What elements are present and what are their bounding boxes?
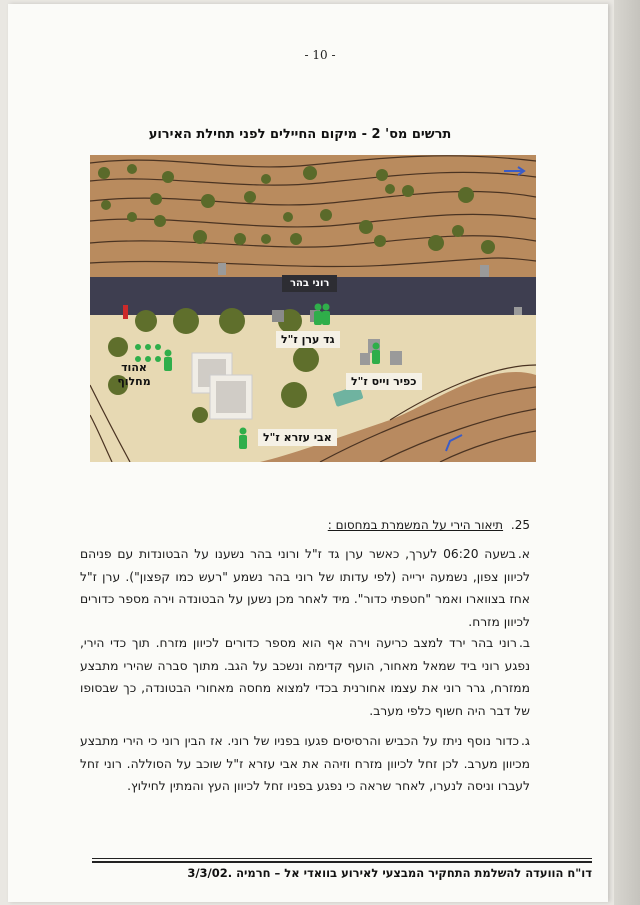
paragraph-marker: ג. bbox=[521, 734, 530, 748]
paragraph-marker: א. bbox=[517, 547, 530, 561]
page-number: - 10 - bbox=[304, 48, 336, 62]
footer-rule bbox=[92, 858, 592, 859]
section-heading bbox=[80, 518, 530, 532]
label-ehud-mahlouf bbox=[112, 359, 156, 391]
label-ehud: אהוד bbox=[121, 361, 147, 374]
label-roni: רוני בהר bbox=[282, 275, 337, 292]
paragraph-text: כדור נוסף ניתז על הכביש והרסיסים פגעו בפניו של רוני. אז הבין רוני כי הירי מתבצע מכיוון מערב. לכן זחל לכיוון מזרח וזיהה את אבי עזרא ז"ל שוכב על הסוללה. רוני זחל לעברו וניסה לנערו, לאחר שראה כי נפגע בפניו זחל לכיוון העץ והמתין לחילוץ. bbox=[80, 734, 530, 793]
paragraph-a bbox=[80, 543, 530, 633]
figure-title: תרשים מס' 2 - מיקום החיילים לפני תחילת האירוע bbox=[148, 127, 452, 142]
page-footer: דו"ח הוועדה להשלמת התחקיר המבצעי לאירוע בוואדי אל – חרמיה .3/3/02 bbox=[187, 866, 592, 880]
label-avi: אבי עזרא ז"ל bbox=[258, 429, 337, 446]
paragraph-b bbox=[80, 632, 530, 722]
paragraph-text: בשעה 06:20 לערך, כאשר ערן גד ז"ל ורוני בהר נשענו על הבטונדות עם פניהם לכיוון צפון, נשמעה ירייה (לפי עדותו של רוני בהר נשמע "רעש כמו קפצון"). ערן ז"ל אחז בצווארו ואמר "חטפתי כדור". מיד לאחר מכן נשען על הבטונדה וירה מספר כדורים לכיוון מזרח. bbox=[80, 547, 530, 629]
paragraph-marker: ב. bbox=[518, 636, 530, 650]
terrain-map bbox=[90, 155, 536, 462]
label-gad: גד ערן ז"ל bbox=[276, 331, 340, 348]
paragraph-c bbox=[80, 730, 530, 798]
footer-rule-thick bbox=[92, 861, 592, 863]
section-title: תיאור הירי על המשמרת במחסום : bbox=[327, 518, 504, 532]
paragraph-text: רוני בהר ירד למצב כריעה וירה אף הוא מספר כדורים לכיוון מזרח. תוך כדי הירי, נפגע רוני ביד שמאל מאחור, הועף קדימה ונשכב על הגב. מתוך סברה שהירי מתבצע ממזרח, גרר רוני את עצמו אחורנית בכדי למצוא מחסה מאחורי הבטונדה, כך שבסופו של דבר היה חשוף כלפי מערב. bbox=[80, 636, 530, 718]
section-number: 25. bbox=[510, 518, 530, 532]
label-mahlouf: מחלוף bbox=[117, 375, 151, 388]
position-diagram bbox=[90, 155, 536, 462]
label-kfir: כפיר וייס ז"ל bbox=[346, 373, 422, 390]
page-edge bbox=[614, 0, 640, 905]
